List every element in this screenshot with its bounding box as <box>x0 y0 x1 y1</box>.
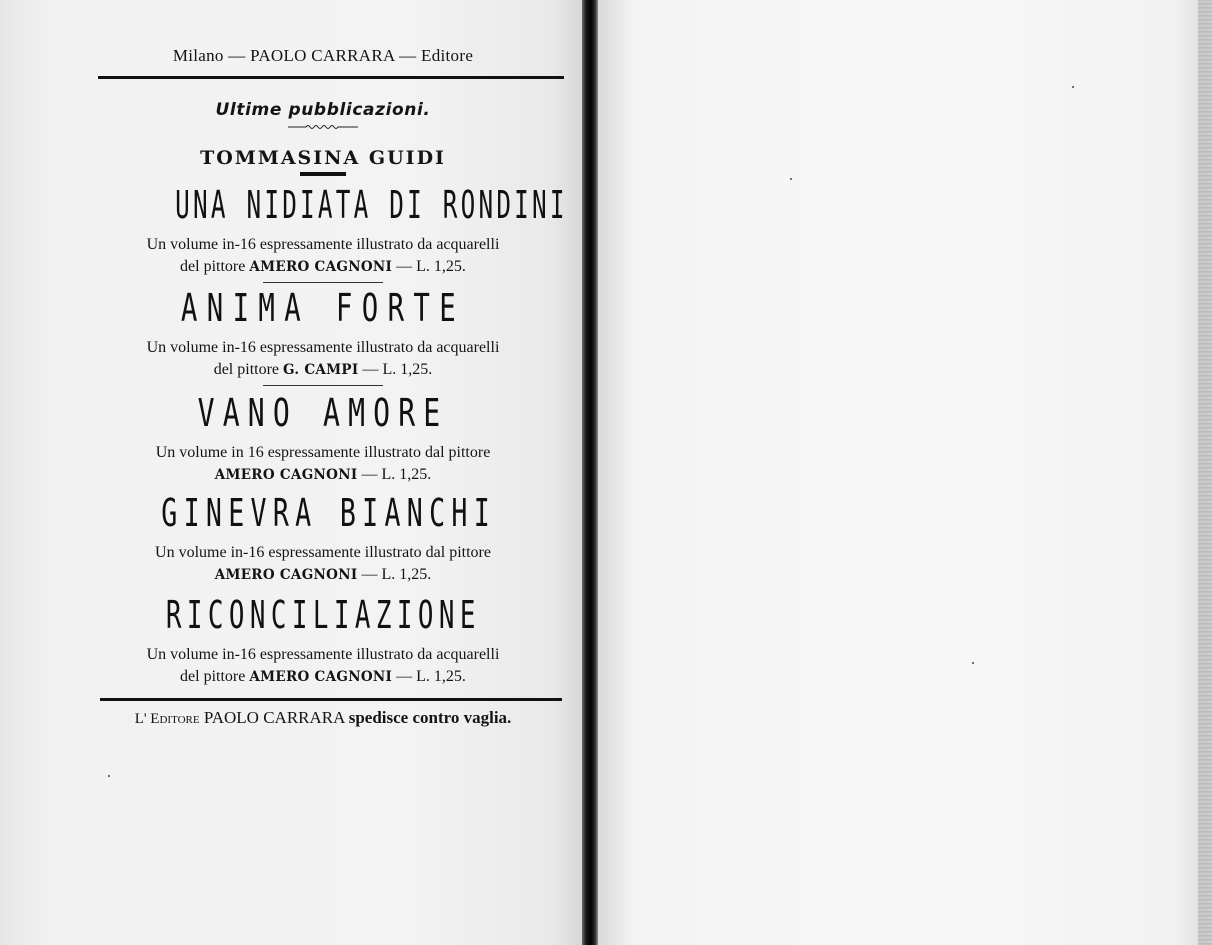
book-description-line: Un volume in-16 espressamente illustrato da acquarelli <box>146 646 500 663</box>
artist-name: AMERO CAGNONI <box>249 669 393 685</box>
book-spine <box>582 0 598 945</box>
separator-rule <box>263 282 383 283</box>
book-description-line: Un volume in-16 espressamente illustrato dal pittore <box>155 544 491 561</box>
artist-name: AMERO CAGNONI <box>214 467 358 483</box>
book-title: RICONCILIAZIONE <box>165 593 481 637</box>
section-title: Ultime pubblicazioni. <box>215 100 431 120</box>
header-rule <box>98 76 564 79</box>
book-description-line <box>92 359 554 381</box>
price: — L. 1,25. <box>361 466 432 483</box>
book-description <box>92 442 554 486</box>
book-title: UNA NIDIATA DI RONDINI <box>175 183 568 227</box>
artist-name: AMERO CAGNONI <box>214 567 358 583</box>
artist-prefix: del pittore <box>180 258 246 275</box>
book-description <box>92 542 554 586</box>
book-description-line <box>92 256 554 278</box>
footer-prefix: L' Editore <box>134 711 200 727</box>
ink-speck <box>108 775 110 777</box>
price: — L. 1,25. <box>396 258 466 275</box>
author-rule <box>300 172 346 176</box>
author-name: TOMMASINA GUIDI <box>200 147 446 169</box>
price: — L. 1,25. <box>396 668 466 685</box>
page-edge <box>1198 0 1212 945</box>
book-description <box>92 644 554 688</box>
artist-name: G. CAMPI <box>283 362 359 378</box>
advertisement-page <box>92 45 568 729</box>
book-description-line <box>92 464 554 486</box>
book-title: VANO AMORE <box>197 391 449 435</box>
footer-note <box>92 707 554 729</box>
ink-speck <box>790 178 792 180</box>
publisher-header: Milano — PAOLO CARRARA — Editore <box>172 46 474 65</box>
footer-publisher: PAOLO CARRARA <box>203 708 345 727</box>
book-description <box>92 337 554 381</box>
book-description <box>92 234 554 278</box>
book-description-line: Un volume in-16 espressamente illustrato da acquarelli <box>146 339 500 356</box>
price: — L. 1,25. <box>361 566 432 583</box>
footer-rule <box>100 698 562 701</box>
price: — L. 1,25. <box>362 361 433 378</box>
ornament-squiggle <box>288 123 358 131</box>
artist-prefix: del pittore <box>213 361 280 378</box>
book-description-line: Un volume in 16 espressamente illustrato dal pittore <box>155 444 491 461</box>
book-description-line: Un volume in-16 espressamente illustrato da acquarelli <box>146 236 500 253</box>
artist-prefix: del pittore <box>180 668 246 685</box>
ink-speck <box>972 662 974 664</box>
artist-name: AMERO CAGNONI <box>249 259 393 275</box>
book-description-line <box>92 564 554 586</box>
ink-speck <box>1072 86 1074 88</box>
book-title: ANIMA FORTE <box>180 286 466 330</box>
book-title: GINEVRA BIANCHI <box>161 491 497 535</box>
book-description-line <box>92 666 554 688</box>
right-page-blank <box>598 0 1198 945</box>
footer-suffix: spedisce contro vaglia. <box>348 708 512 727</box>
separator-rule <box>263 385 383 386</box>
